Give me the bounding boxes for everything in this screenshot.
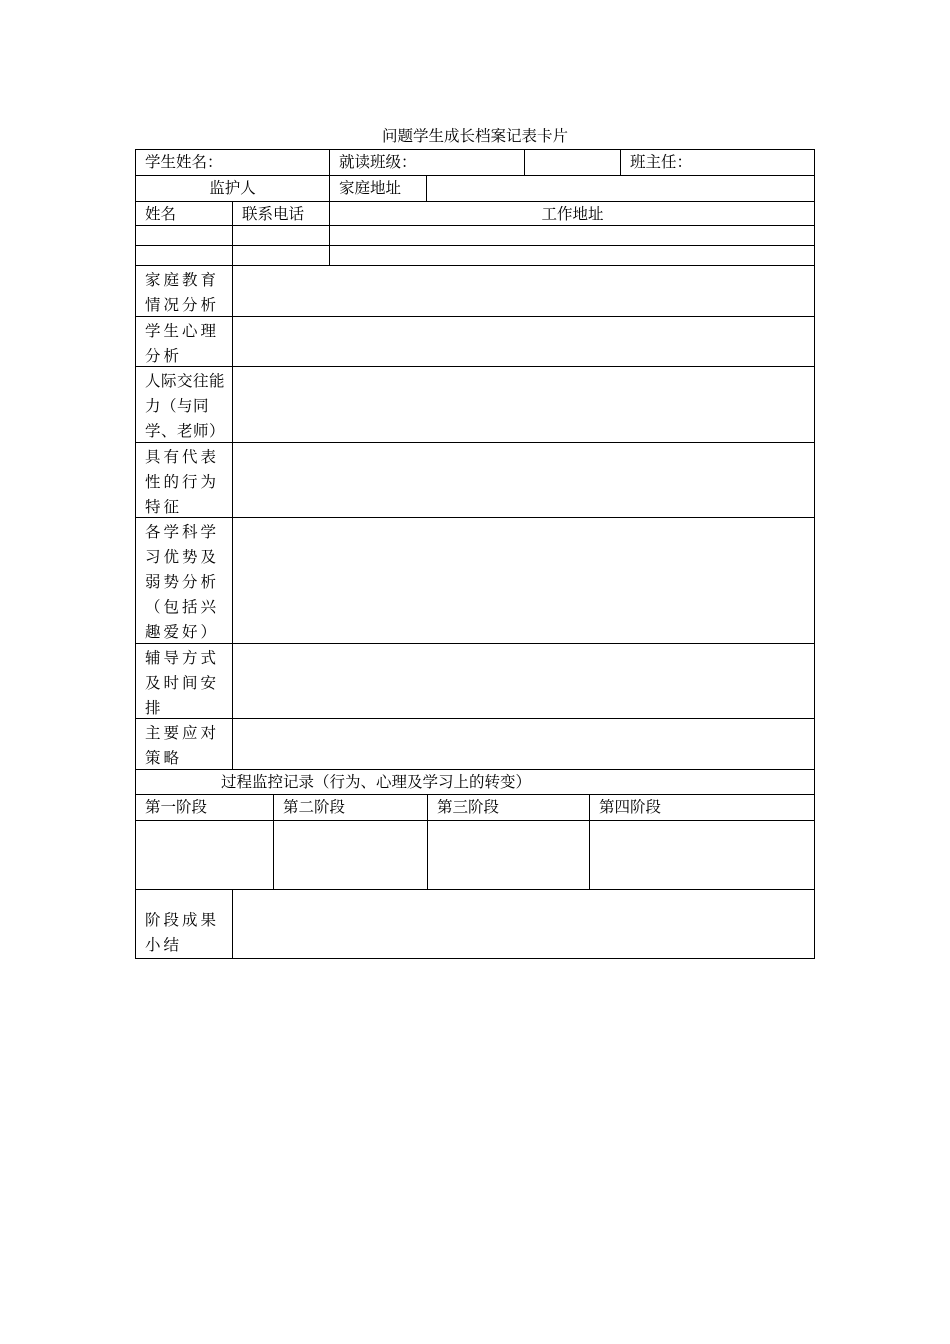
guardian-phone-cell[interactable] [232,245,329,265]
home-address-label: 家庭地址 [329,175,426,201]
stage-header-1: 第一阶段 [135,794,273,820]
home-address-value[interactable] [426,175,815,201]
form-title: 问题学生成长档案记表卡片 [381,127,568,145]
name-column-header: 姓名 [135,201,232,225]
stage-value-2[interactable] [273,820,427,889]
guardian-phone-cell[interactable] [232,225,329,245]
student-name-label: 学生姓名： [135,149,329,175]
guardian-label: 监护人 [135,175,329,201]
section-label-psychology: 学生心理分析 [135,316,232,366]
section-value-tutoring[interactable] [232,643,815,718]
summary-label: 阶段成果小结 [135,889,232,959]
work-address-column-header: 工作地址 [329,201,815,225]
section-label-behavior: 具有代表性的行为特征 [135,442,232,517]
guardian-name-cell[interactable] [135,245,232,265]
record-form [135,149,815,959]
stage-value-3[interactable] [427,820,589,889]
stage-header-2: 第二阶段 [273,794,427,820]
guardian-work-cell[interactable] [329,225,815,245]
stage-header-3: 第三阶段 [427,794,589,820]
summary-value[interactable] [232,889,815,959]
section-label-strategy: 主要应对策略 [135,718,232,769]
phone-column-header: 联系电话 [232,201,329,225]
stage-value-1[interactable] [135,820,273,889]
stage-value-4[interactable] [589,820,815,889]
section-value-behavior[interactable] [232,442,815,517]
class-value[interactable] [524,149,620,175]
section-label-family-education: 家庭教育情况分析 [135,265,232,316]
stage-header-4: 第四阶段 [589,794,815,820]
head-teacher-label: 班主任： [620,149,815,175]
guardian-name-cell[interactable] [135,225,232,245]
section-label-tutoring: 辅导方式及时间安排 [135,643,232,718]
section-label-interpersonal: 人际交往能力（与同学、老师） [135,366,232,442]
section-value-subjects[interactable] [232,517,815,643]
section-value-psychology[interactable] [232,316,815,366]
section-value-interpersonal[interactable] [232,366,815,442]
class-label: 就读班级： [329,149,524,175]
section-label-subjects: 各学科学习优势及弱势分析（包括兴趣爱好） [135,517,232,643]
section-value-strategy[interactable] [232,718,815,769]
section-value-family-education[interactable] [232,265,815,316]
process-monitoring-label: 过程监控记录（行为、心理及学习上的转变） [135,769,815,794]
guardian-work-cell[interactable] [329,245,815,265]
